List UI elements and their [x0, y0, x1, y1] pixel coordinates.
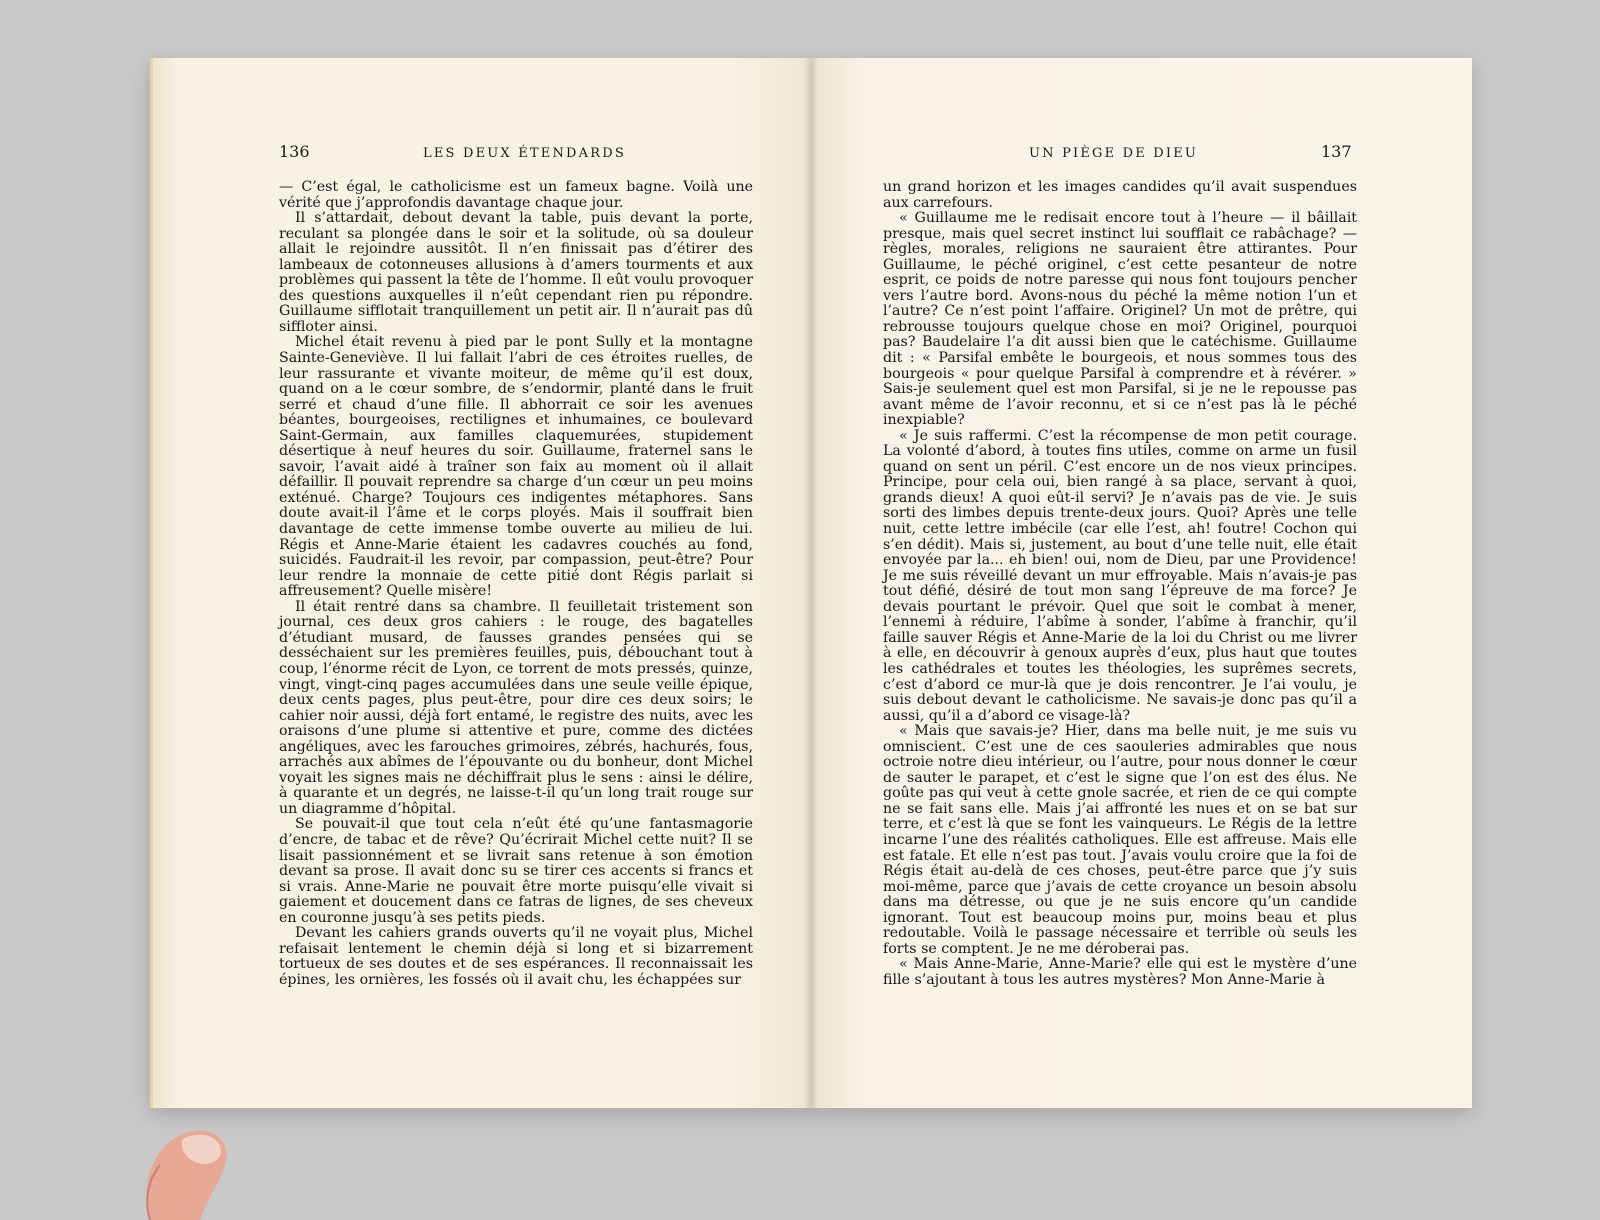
open-book [150, 58, 1472, 1108]
page-number: 137 [1321, 142, 1352, 161]
thumb-holding-page [130, 1090, 250, 1220]
running-head: LES DEUX ÉTENDARDS [423, 146, 626, 161]
paragraph: « Guillaume me le redisait encore tout à l’heure — il bâillait presque, mais quel secret instinct lui soufflait ce rabâchage? — règles, morales, religions ne sauraient être attirantes. Pour Guillaume, le péché originel, c’est cette pesanteur de notre esprit, ce poids de notre paresse qui nous font toujours pencher vers l’autre bord. Avons-nous du péché la même notion l’un et l’autre? Ce n’est point l’affaire. Originel? Un mot de prêtre, qui rebrousse toujours quelque chose en moi? Originel, pourquoi pas? Baudelaire l’a dit aussi bien que le catéchisme. Guillaume dit : « Parsifal embête le bourgeois, et nous sommes tous des bourgeois « pour quelque Parsifal à comprendre et à révérer. » Sais-je seulement quel est mon Parsifal, si je ne le repousse pas avant même de l’avoir reconnu, et si ce n’est pas là le péché inexpiable? [883, 210, 1357, 429]
paragraph: « Mais Anne-Marie, Anne-Marie? elle qui est le mystère d’une fille s’ajoutant à tous les autres mystères? Mon Anne-Marie à [883, 956, 1357, 988]
paragraph: — C’est égal, le catholicisme est un fameux bagne. Voilà une vérité que j’approfondis davantage chaque jour. [279, 179, 753, 211]
right-page [811, 58, 1472, 1108]
paragraph: « Je suis raffermi. C’est la récompense de mon petit courage. La volonté d’abord, à toutes fins utiles, comme on arme un fusil quand on sent un péril. C’est encore un de nos vieux principes. Principe, pour cela oui, bien rangé à sa place, servant à quoi, grands dieux! A quoi eût-il servi? Je n’avais pas de vie. Je suis sorti des limbes depuis trente-deux jours. Quoi? Après une telle nuit, cette lettre imbécile (car elle l’est, ah! foutre! Cochon qui s’en dédit). Mais si, justement, au bout d’une telle nuit, elle était envoyée par la... eh bien! oui, nom de Dieu, par une Providence! Je me suis réveillé devant un mur effroyable. Mais n’avais-je pas tout défié, désiré de tout mon sang l’épreuve de ma force? Je devais pourtant le prévoir. Quel que soit le combat à mener, l’ennemi à réduire, l’abîme à sonder, l’abîme à franchir, qu’il faille sauver Régis et Anne-Marie de la loi du Christ ou me livrer à elle, en découvrir à genoux auprès d’eux, plus haut que toutes les cathédrales et toutes les théologies, les suprêmes secrets, c’est d’abord ce mur-là que je dois rencontrer. Je l’ai voulu, je suis debout devant le catholicisme. Ne savais-je donc pas qu’il a aussi, qu’il a d’abord ce visage-là? [883, 427, 1357, 724]
book-gutter [804, 58, 818, 1108]
page-text [279, 180, 753, 988]
paragraph: Se pouvait-il que tout cela n’eût été qu’une fantasmagorie d’encre, de tabac et de rêve? Qu’écrirait Michel cette nuit? Il se lisait passionnément et se livrait sans retenue à son émotion devant sa prose. Il avait donc su se tirer ces accents si francs et si vrais. Anne-Marie ne pouvait être morte puisqu’elle vivait si gaiement et doucement dans ce fatras de lignes, de ses cheveux en couronne jusqu’à ses petits pieds. [279, 816, 753, 926]
paragraph: Michel était revenu à pied par le pont Sully et la montagne Sainte-Geneviève. Il lui fallait l’abri de ces étroites ruelles, de leur rassurante et vivante moiteur, de même qu’il est doux, quand on a le cœur sombre, de s’endormir, planté dans le fruit serré et chaud d’une fille. Il abhorrait ce soir les avenues béantes, bourgeoises, rectilignes et inhumaines, ce boulevard Saint-Germain, aux familles claquemurées, stupidement désertique à neuf heures du soir. Guillaume, fraternel sans le savoir, l’avait aidé à traîner son faix au moment où il allait défaillir. Il pouvait reprendre sa charge d’un cœur un peu moins exténué. Charge? Toujours ces indigentes métaphores. Sans doute avait-il l’âme et le corps ployés. Mais il souffrait bien davantage de cette immense tombe ouverte au milieu de lui. Régis et Anne-Marie étaient les cadavres couchés au fond, suicidés. Faudrait-il les revoir, par compassion, peut-être? Pour leur rendre la monnaie de cette pitié dont Régis parlait si affreusement? Quelle misère! [279, 334, 753, 600]
running-head: UN PIÈGE DE DIEU [1029, 146, 1199, 161]
left-page [150, 58, 811, 1108]
page-text [883, 180, 1357, 988]
page-number: 136 [279, 142, 310, 161]
paragraph: « Mais que savais-je? Hier, dans ma belle nuit, je me suis vu omniscient. C’est une de ces saouleries admirables que nous octroie notre dieu intérieur, ou l’autre, pour nous donner le cœur de sauter le parapet, et c’est le signe que l’on est des élus. Ne goûte pas qui veut à cette gnole sacrée, et rien de ce qui compte ne se fait sans elle. Mais j’ai affronté les nues et on se bat sur terre, et c’est là que se font les vainqueurs. Le Régis de la lettre incarne l’une des réalités catholiques. Elle est affreuse. Mais elle est fatale. Et elle n’est pas tout. J’avais voulu croire que la foi de Régis était au-delà de ces choses, peut-être parce que j’y suis moi-même, parce que j’avais de cette croyance un besoin absolu dans ma détresse, ou que je ne suis encore qu’un candide ignorant. Tout est beaucoup moins pur, moins beau et plus redoutable. Voilà le passage nécessaire et terrible où seuls les forts se comptent. Je ne me déroberai pas. [883, 723, 1357, 957]
paragraph: Devant les cahiers grands ouverts qu’il ne voyait plus, Michel refaisait lentement le chemin déjà si long et si bizarrement tortueux de ses doutes et de ses espérances. Il reconnaissait les épines, les ornières, les fossés où il avait chu, les échappées sur [279, 925, 753, 988]
paragraph: Il était rentré dans sa chambre. Il feuilletait tristement son journal, ces deux gros cahiers : le rouge, des bagatelles d’étudiant musard, de fausses grandes pensées qui se desséchaient sur les premières feuilles, puis, débouchant tout à coup, l’énorme récit de Lyon, ce torrent de mots pressés, quinze, vingt, vingt-cinq pages accumulées dans une seule veille épique, deux cents pages, plus peut-être, pour dire ces deux soirs; le cahier noir aussi, déjà fort entamé, le registre des nuits, avec les oraisons d’une plume si attentive et pure, comme des dictées angéliques, avec les farouches grimoires, zébrés, hachurés, fous, arrachés aux abîmes de l’épouvante ou du bonheur, dont Michel voyait les signes mais ne déchiffrait plus le sens : ainsi le délire, à quarante et un degrés, ne laisse-t-il qu’un long trait rouge sur un diagramme d’hôpital. [279, 598, 753, 817]
paragraph: un grand horizon et les images candides qu’il avait suspendues aux carrefours. [883, 179, 1357, 211]
paragraph: Il s’attardait, debout devant la table, puis devant la porte, reculant sa plongée dans le soir et la solitude, où sa douleur allait le rejoindre aussitôt. Il n’en finissait pas d’étirer des lambeaux de cotonneuses allusions à d’amers tourments et aux problèmes qui passent la tête de l’homme. Il eût voulu provoquer des questions auxquelles il n’eût cependant rien pu répondre. Guillaume sifflotait tranquillement un petit air. Il n’aurait pas dû siffloter ainsi. [279, 210, 753, 335]
